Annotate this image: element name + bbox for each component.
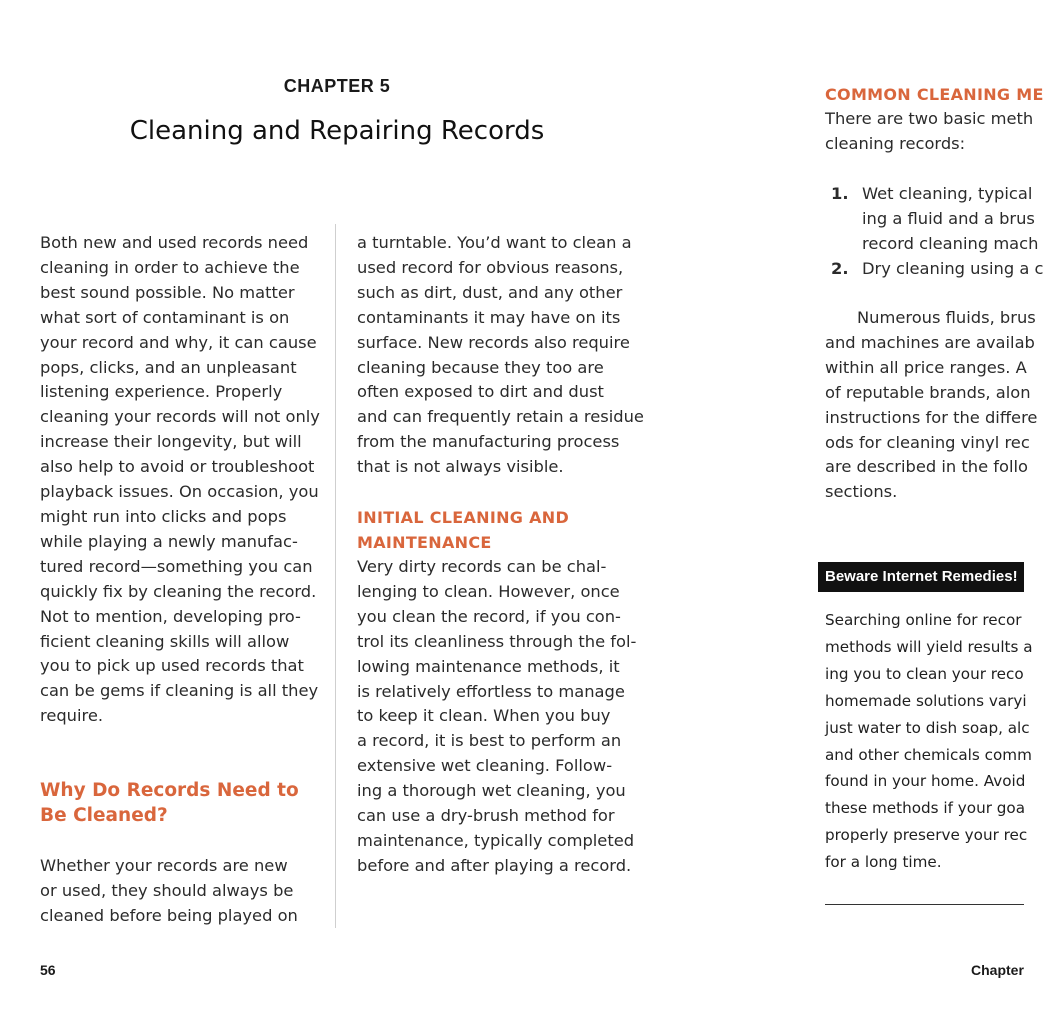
text-line: sections. <box>825 482 898 502</box>
text-line: also help to avoid or troubleshoot <box>40 457 315 477</box>
text-line: while playing a newly manufac- <box>40 531 298 551</box>
text-line: before and after playing a record. <box>357 855 632 875</box>
text-line: such as dirt, dust, and any other <box>357 282 623 302</box>
text-line: cleaning in order to achieve the <box>40 257 300 277</box>
text-line: methods will yield results a <box>825 637 1033 656</box>
text-line: you to pick up used records that <box>40 656 304 676</box>
text-line: cleaning because they too are <box>357 357 604 377</box>
list-item-text: ing a fluid and a brus <box>862 208 1035 228</box>
sidebar-body <box>825 607 1033 876</box>
text-line: from the manufacturing process <box>357 432 620 452</box>
list-item-text: record cleaning mach <box>862 233 1039 253</box>
text-line: and can frequently retain a residue <box>357 407 644 427</box>
text-line: Why Do Records Need to <box>40 780 299 801</box>
column-divider <box>335 224 336 928</box>
text-line: or used, they should always be <box>40 880 294 900</box>
text-line: a record, it is best to perform an <box>357 731 622 751</box>
text-line: increase their longevity, but will <box>40 432 302 452</box>
list-item <box>831 257 1043 282</box>
page-number: 56 <box>40 962 56 978</box>
fluids-paragraph <box>825 306 1037 505</box>
text-line: quickly fix by cleaning the record. <box>40 581 317 601</box>
text-line: Whether your records are new <box>40 856 288 875</box>
text-line: ficient cleaning skills will allow <box>40 631 290 651</box>
text-line: that is not always visible. <box>357 457 564 477</box>
text-line: of reputable brands, alon <box>825 382 1031 402</box>
text-line: is relatively effortless to manage <box>357 681 625 701</box>
list-item-text: Dry cleaning using a c <box>862 258 1044 278</box>
text-line: tured record—something you can <box>40 556 313 576</box>
why-clean-body <box>40 854 298 929</box>
list-item <box>831 182 1043 257</box>
text-line: ing you to clean your reco <box>825 664 1024 683</box>
text-line: homemade solutions varyi <box>825 691 1027 710</box>
initial-cleaning-heading <box>357 506 569 556</box>
initial-cleaning-body <box>357 555 636 879</box>
text-line: require. <box>40 706 104 726</box>
common-cleaning-heading: COMMON CLEANING ME <box>825 85 1044 104</box>
text-line: used record for obvious reasons, <box>357 257 624 277</box>
text-line: ing a thorough wet cleaning, you <box>357 781 626 801</box>
text-line: lenging to clean. However, once <box>357 581 620 601</box>
left-column-body <box>40 231 320 729</box>
text-line: cleaning your records will not only <box>40 407 320 427</box>
middle-column-body <box>357 231 644 480</box>
text-line: and machines are availab <box>825 332 1035 352</box>
running-footer: Chapter <box>971 962 1024 978</box>
text-line: to keep it clean. When you buy <box>357 706 611 726</box>
text-line: these methods if your goa <box>825 799 1026 818</box>
text-line: lowing maintenance methods, it <box>357 656 620 676</box>
text-line: Numerous fluids, brus <box>857 308 1036 327</box>
text-line: cleaning records: <box>825 133 966 153</box>
text-line: a turntable. You’d want to clean a <box>357 233 632 252</box>
chapter-title: Cleaning and Repairing Records <box>129 116 545 146</box>
sidebar-divider <box>825 904 1024 905</box>
text-line: listening experience. Properly <box>40 382 283 402</box>
sidebar-title: Beware Internet Remedies! <box>818 562 1024 592</box>
common-cleaning-intro <box>825 107 1033 157</box>
text-line: INITIAL CLEANING AND <box>357 508 570 527</box>
text-line: within all price ranges. A <box>825 357 1027 377</box>
why-clean-heading <box>40 778 299 828</box>
text-line: pops, clicks, and an unpleasant <box>40 357 297 377</box>
list-number: 1. <box>831 184 849 203</box>
text-line: trol its cleanliness through the fol- <box>357 631 637 651</box>
text-line: for a long time. <box>825 853 942 872</box>
text-line: what sort of contaminant is on <box>40 307 290 327</box>
text-line: often exposed to dirt and dust <box>357 382 604 402</box>
text-line: can be gems if cleaning is all they <box>40 681 319 701</box>
text-line: Searching online for recor <box>825 611 1022 629</box>
text-line: Both new and used records need <box>40 233 309 252</box>
text-line: cleaned before being played on <box>40 905 298 925</box>
text-line: Not to mention, developing pro- <box>40 606 301 626</box>
list-item-text: Wet cleaning, typical <box>862 184 1033 203</box>
text-line: just water to dish soap, alc <box>825 718 1030 737</box>
text-line: are described in the follo <box>825 457 1028 477</box>
text-line: playback issues. On occasion, you <box>40 482 319 502</box>
text-line: Very dirty records can be chal- <box>357 557 607 576</box>
cleaning-methods-list <box>831 182 1043 282</box>
text-line: Be Cleaned? <box>40 805 168 826</box>
text-line: your record and why, it can cause <box>40 332 317 352</box>
text-line: you clean the record, if you con- <box>357 606 621 626</box>
text-line: instructions for the differe <box>825 407 1038 427</box>
text-line: found in your home. Avoid <box>825 772 1026 791</box>
chapter-label: CHAPTER 5 <box>283 76 391 96</box>
text-line: contaminants it may have on its <box>357 307 621 327</box>
text-line: There are two basic meth <box>825 109 1034 128</box>
text-line: might run into clicks and pops <box>40 506 287 526</box>
text-line: MAINTENANCE <box>357 532 492 552</box>
text-line: can use a dry-brush method for <box>357 806 615 826</box>
text-line: best sound possible. No matter <box>40 282 295 302</box>
text-line: and other chemicals comm <box>825 745 1032 764</box>
list-number: 2. <box>831 258 849 278</box>
text-line: surface. New records also require <box>357 332 630 352</box>
text-line: properly preserve your rec <box>825 826 1028 845</box>
text-line: maintenance, typically completed <box>357 830 635 850</box>
text-line: extensive wet cleaning. Follow- <box>357 756 613 776</box>
text-line: ods for cleaning vinyl rec <box>825 432 1030 452</box>
